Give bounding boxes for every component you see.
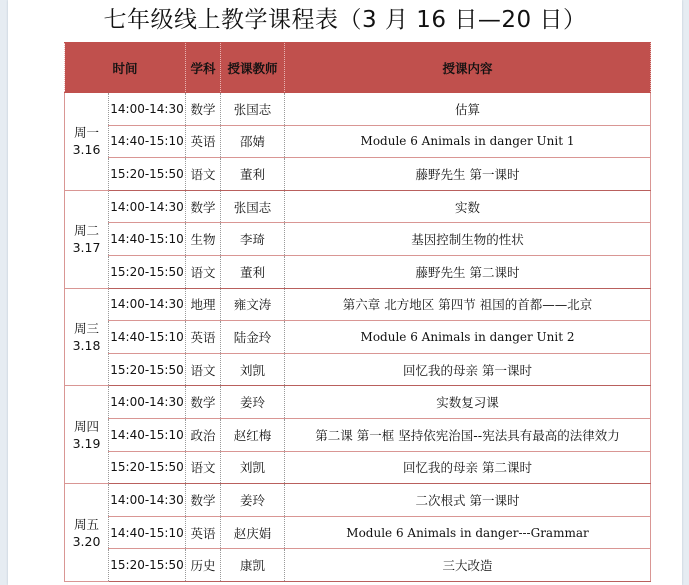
subject-cell: 数学 — [186, 484, 221, 517]
content-cell: 实数 — [285, 190, 651, 223]
day-cell — [65, 386, 109, 484]
table-header — [65, 43, 651, 93]
table-row — [65, 386, 651, 419]
subject-cell: 英语 — [186, 516, 221, 549]
content-cell: 二次根式 第一课时 — [285, 484, 651, 517]
day-name: 周二 — [73, 223, 99, 239]
table-row — [65, 223, 651, 256]
subject-cell: 语文 — [186, 158, 221, 191]
header-content: 授课内容 — [285, 43, 651, 93]
subject-cell: 英语 — [186, 125, 221, 158]
header-time: 时间 — [65, 43, 186, 93]
teacher-cell: 张国志 — [221, 93, 285, 126]
day-name: 周四 — [73, 418, 99, 434]
table-row — [65, 125, 651, 158]
table-row — [65, 516, 651, 549]
subject-cell: 地理 — [186, 288, 221, 321]
table-row — [65, 451, 651, 484]
teacher-cell: 刘凯 — [221, 353, 285, 386]
day-date: 3.18 — [72, 337, 101, 353]
day-cell — [65, 288, 109, 386]
subject-cell: 语文 — [186, 255, 221, 288]
day-name: 周一 — [73, 125, 99, 141]
time-cell: 14:00-14:30 — [109, 484, 186, 517]
header-teacher: 授课教师 — [221, 43, 285, 93]
table-row — [65, 353, 651, 386]
time-cell: 14:00-14:30 — [109, 93, 186, 126]
teacher-cell: 雍文涛 — [221, 288, 285, 321]
time-cell: 15:20-15:50 — [109, 549, 186, 582]
time-cell: 14:00-14:30 — [109, 386, 186, 419]
time-cell: 14:40-15:10 — [109, 516, 186, 549]
time-cell: 15:20-15:50 — [109, 353, 186, 386]
schedule-table — [64, 42, 651, 582]
time-cell: 14:00-14:30 — [109, 190, 186, 223]
content-cell: 藤野先生 第一课时 — [285, 158, 651, 191]
time-cell: 14:00-14:30 — [109, 288, 186, 321]
content-cell: Module 6 Animals in danger---Grammar — [285, 516, 651, 549]
teacher-cell: 邵婧 — [221, 125, 285, 158]
table-row — [65, 288, 651, 321]
table-row — [65, 93, 651, 126]
teacher-cell: 董利 — [221, 255, 285, 288]
subject-cell: 数学 — [186, 386, 221, 419]
page-title: 七年级线上教学课程表（3 月 16 日—20 日） — [103, 7, 587, 33]
content-cell: 第二课 第一框 坚持依宪治国--宪法具有最高的法律效力 — [285, 418, 651, 451]
day-date: 3.17 — [72, 240, 101, 256]
teacher-cell: 张国志 — [221, 190, 285, 223]
day-cell — [65, 484, 109, 582]
teacher-cell: 刘凯 — [221, 451, 285, 484]
day-date: 3.16 — [72, 142, 101, 158]
table-row — [65, 321, 651, 354]
content-cell: 实数复习课 — [285, 386, 651, 419]
header-row — [65, 43, 651, 93]
content-cell: 回忆我的母亲 第一课时 — [285, 353, 651, 386]
subject-cell: 语文 — [186, 353, 221, 386]
time-cell: 14:40-15:10 — [109, 125, 186, 158]
subject-cell: 英语 — [186, 321, 221, 354]
table-row — [65, 158, 651, 191]
teacher-cell: 赵庆娟 — [221, 516, 285, 549]
subject-cell: 政治 — [186, 418, 221, 451]
content-cell: 藤野先生 第二课时 — [285, 255, 651, 288]
time-cell: 15:20-15:50 — [109, 451, 186, 484]
subject-cell: 生物 — [186, 223, 221, 256]
subject-cell: 数学 — [186, 190, 221, 223]
teacher-cell: 姜玲 — [221, 386, 285, 419]
day-cell — [65, 190, 109, 288]
teacher-cell: 董利 — [221, 158, 285, 191]
teacher-cell: 姜玲 — [221, 484, 285, 517]
time-cell: 14:40-15:10 — [109, 223, 186, 256]
day-name: 周三 — [73, 320, 99, 336]
day-date: 3.19 — [72, 435, 101, 451]
table-row — [65, 190, 651, 223]
day-cell — [65, 93, 109, 191]
time-cell: 14:40-15:10 — [109, 418, 186, 451]
content-cell: 基因控制生物的性状 — [285, 223, 651, 256]
teacher-cell: 康凯 — [221, 549, 285, 582]
time-cell: 14:40-15:10 — [109, 321, 186, 354]
header-subject: 学科 — [186, 43, 221, 93]
table-row — [65, 255, 651, 288]
content-cell: 三大改造 — [285, 549, 651, 582]
table-body — [65, 93, 651, 582]
content-cell: 第六章 北方地区 第四节 祖国的首都——北京 — [285, 288, 651, 321]
time-cell: 15:20-15:50 — [109, 158, 186, 191]
subject-cell: 数学 — [186, 93, 221, 126]
day-date: 3.20 — [72, 533, 101, 549]
subject-cell: 语文 — [186, 451, 221, 484]
document-page — [8, 0, 682, 585]
table-row — [65, 418, 651, 451]
content-cell: 估算 — [285, 93, 651, 126]
table-row — [65, 484, 651, 517]
subject-cell: 历史 — [186, 549, 221, 582]
content-cell: 回忆我的母亲 第二课时 — [285, 451, 651, 484]
teacher-cell: 赵红梅 — [221, 418, 285, 451]
teacher-cell: 李琦 — [221, 223, 285, 256]
teacher-cell: 陆金玲 — [221, 321, 285, 354]
table-row — [65, 549, 651, 582]
content-cell: Module 6 Animals in danger Unit 2 — [285, 321, 651, 354]
time-cell: 15:20-15:50 — [109, 255, 186, 288]
day-name: 周五 — [73, 516, 99, 532]
content-cell: Module 6 Animals in danger Unit 1 — [285, 125, 651, 158]
